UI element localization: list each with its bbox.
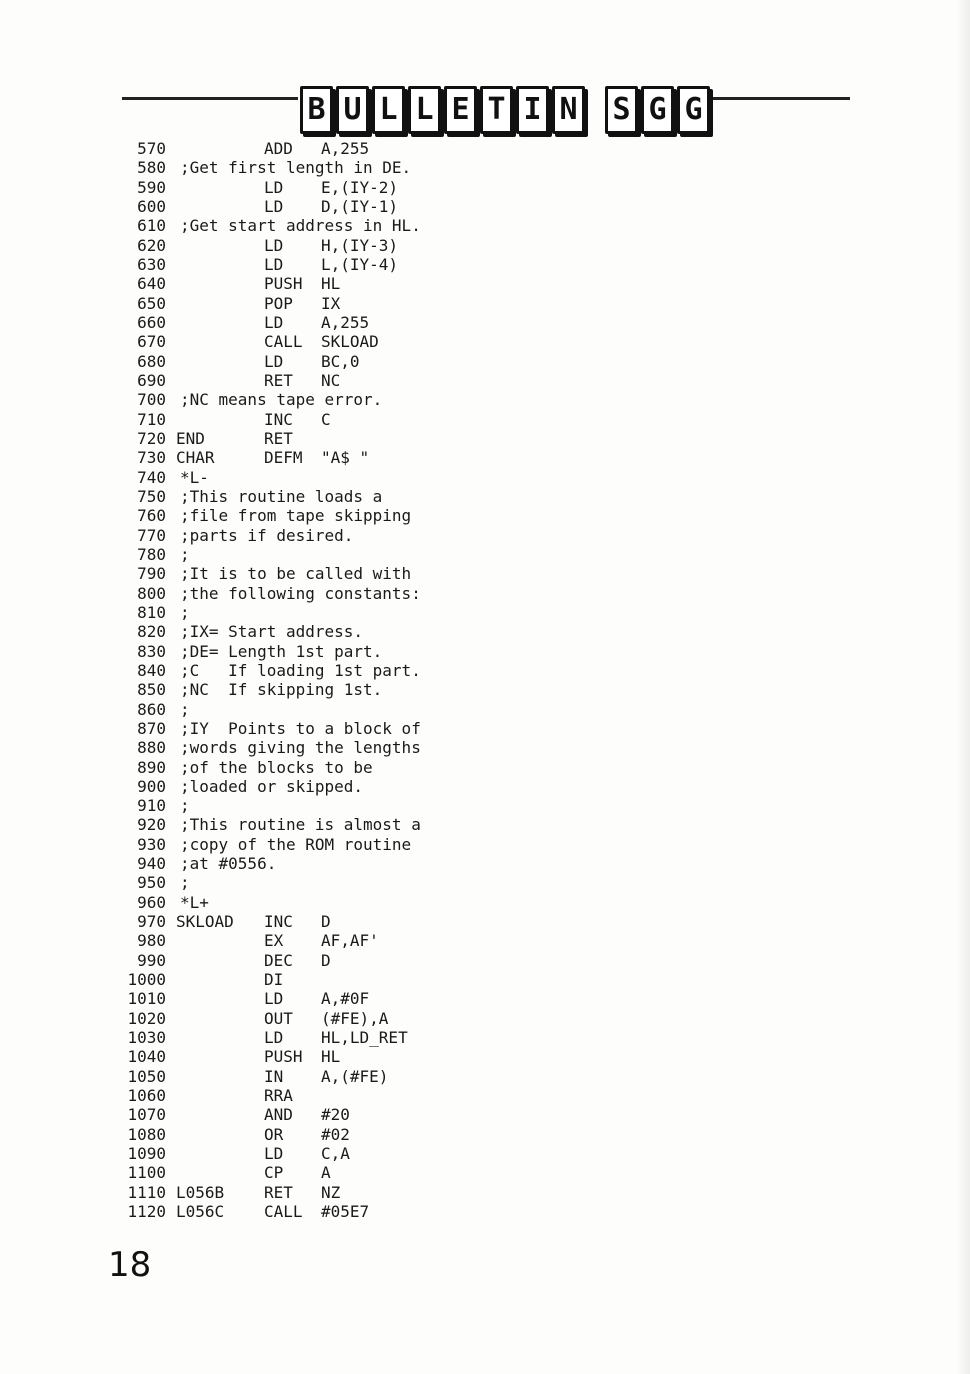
code-line [110,197,490,216]
code-line [110,603,490,622]
line-number: 780 [137,544,166,564]
code-label: L056B [176,1182,225,1202]
code-line [110,255,490,274]
code-line [110,1047,490,1066]
code-label: CHAR [176,448,215,468]
code-operand: HL,LD_RET [321,1028,408,1048]
code-opcode: EX [264,931,284,951]
code-comment: ;NC If skipping 1st. [180,680,383,700]
code-comment: ;of the blocks to be [180,757,373,777]
line-number: 1050 [127,1066,166,1086]
code-line [110,371,490,390]
code-line [110,410,490,429]
code-operand: HL [321,274,341,294]
code-opcode: INC [264,912,293,932]
line-number: 890 [137,757,166,777]
code-line [110,352,490,371]
code-opcode: DEFM [264,448,303,468]
code-line [110,468,490,487]
code-line [110,1067,490,1086]
code-line [110,526,490,545]
code-line [110,777,490,796]
code-line [110,390,490,409]
code-line [110,719,490,738]
code-line [110,989,490,1008]
code-opcode: LD [264,1144,284,1164]
code-comment: ; [180,873,190,893]
line-number: 570 [137,139,166,158]
masthead-letter: B [300,86,333,134]
code-line [110,1202,490,1221]
masthead-letter: E [444,86,477,134]
masthead-letter: L [372,86,405,134]
line-number: 740 [137,467,166,487]
code-operand: A,255 [321,312,370,332]
line-number: 840 [137,660,166,680]
code-comment: ;file from tape skipping [180,506,412,526]
line-number: 1010 [127,989,166,1009]
code-opcode: LD [264,196,284,216]
line-number: 950 [137,873,166,893]
code-opcode: LD [264,989,284,1009]
line-number: 1120 [127,1202,166,1222]
code-line [110,642,490,661]
code-operand: #20 [321,1105,350,1125]
code-operand: NZ [321,1182,341,1202]
code-line [110,661,490,680]
code-comment: ;Get start address in HL. [180,216,421,236]
code-line [110,506,490,525]
code-operand: C,A [321,1144,350,1164]
line-number: 1070 [127,1105,166,1125]
code-operand: IX [321,293,341,313]
code-label: SKLOAD [176,912,234,932]
code-operand: D,(IY-1) [321,196,399,216]
code-comment: ;at #0556. [180,854,277,874]
code-line [110,931,490,950]
code-comment: ;C If loading 1st part. [180,660,421,680]
line-number: 630 [137,254,166,274]
line-number: 910 [137,796,166,816]
line-number: 770 [137,525,166,545]
line-number: 580 [137,158,166,178]
line-number: 870 [137,718,166,738]
code-comment: ;words giving the lengths [180,738,421,758]
masthead-letter: G [641,86,674,134]
code-line [110,178,490,197]
code-line [110,970,490,989]
line-number: 900 [137,776,166,796]
code-line [110,835,490,854]
code-line [110,274,490,293]
line-number: 790 [137,564,166,584]
line-number: 940 [137,854,166,874]
code-line [110,487,490,506]
code-operand: L,(IY-4) [321,254,399,274]
code-comment: ; [180,796,190,816]
line-number: 660 [137,312,166,332]
code-opcode: LD [264,312,284,332]
line-number: 640 [137,274,166,294]
code-comment: *L+ [180,892,209,912]
code-line [110,951,490,970]
line-number: 990 [137,950,166,970]
line-number: 860 [137,699,166,719]
line-number: 1090 [127,1144,166,1164]
code-operand: NC [321,370,341,390]
code-line [110,893,490,912]
masthead-letter: T [480,86,513,134]
code-label: L056C [176,1202,225,1222]
code-comment: ;IY Points to a block of [180,718,421,738]
code-operand: A,(#FE) [321,1066,389,1086]
code-operand: #02 [321,1124,350,1144]
code-opcode: IN [264,1066,284,1086]
code-operand: D [321,950,331,970]
code-opcode: CP [264,1163,284,1183]
masthead-letter: L [408,86,441,134]
code-line [110,796,490,815]
code-line [110,1144,490,1163]
code-operand: AF,AF' [321,931,379,951]
assembly-listing [110,139,490,1221]
code-opcode: AND [264,1105,293,1125]
code-opcode: PUSH [264,1047,303,1067]
code-line [110,1105,490,1124]
code-comment: ; [180,699,190,719]
code-comment: ; [180,544,190,564]
line-number: 730 [137,448,166,468]
code-operand: H,(IY-3) [321,235,399,255]
code-line [110,912,490,931]
code-operand: "A$ " [321,448,370,468]
code-opcode: DEC [264,950,293,970]
line-number: 1020 [127,1008,166,1028]
line-number: 610 [137,216,166,236]
line-number: 800 [137,583,166,603]
line-number: 880 [137,738,166,758]
masthead-letter: G [677,86,710,134]
line-number: 820 [137,622,166,642]
line-number: 1040 [127,1047,166,1067]
code-line [110,680,490,699]
line-number: 620 [137,235,166,255]
line-number: 810 [137,602,166,622]
line-number: 670 [137,332,166,352]
line-number: 930 [137,834,166,854]
code-opcode: PUSH [264,274,303,294]
line-number: 1080 [127,1124,166,1144]
line-number: 680 [137,351,166,371]
code-line [110,815,490,834]
code-line [110,139,490,158]
code-line [110,158,490,177]
code-line [110,545,490,564]
code-line [110,429,490,448]
code-line [110,622,490,641]
bleed-through-background [480,150,840,1230]
code-opcode: DI [264,970,284,990]
code-line [110,313,490,332]
code-opcode: OUT [264,1008,293,1028]
code-line [110,1086,490,1105]
code-opcode: LD [264,254,284,274]
line-number: 700 [137,390,166,410]
code-comment: ;DE= Length 1st part. [180,641,383,661]
line-number: 1110 [127,1182,166,1202]
masthead-letter: N [552,86,585,134]
line-number: 1030 [127,1028,166,1048]
code-operand: C [321,409,331,429]
masthead-logo [298,86,712,136]
code-opcode: CALL [264,1202,303,1222]
code-operand: BC,0 [321,351,360,371]
code-comment: *L- [180,467,209,487]
code-operand: (#FE),A [321,1008,389,1028]
code-operand: #05E7 [321,1202,370,1222]
code-line [110,216,490,235]
code-line [110,294,490,313]
masthead-letter: S [605,86,638,134]
code-opcode: LD [264,235,284,255]
page-edge-shadow [956,0,970,1374]
code-line [110,448,490,467]
code-line [110,738,490,757]
code-line [110,1028,490,1047]
line-number: 1060 [127,1086,166,1106]
code-opcode: LD [264,351,284,371]
line-number: 830 [137,641,166,661]
line-number: 1100 [127,1163,166,1183]
line-number: 590 [137,177,166,197]
code-comment: ;Get first length in DE. [180,158,412,178]
line-number: 980 [137,931,166,951]
line-number: 920 [137,815,166,835]
masthead-gap [588,86,602,136]
code-line [110,854,490,873]
code-comment: ;This routine loads a [180,486,383,506]
code-opcode: RET [264,1182,293,1202]
code-comment: ;the following constants: [180,583,421,603]
code-opcode: RET [264,370,293,390]
code-opcode: CALL [264,332,303,352]
line-number: 960 [137,892,166,912]
line-number: 850 [137,680,166,700]
code-line [110,332,490,351]
code-opcode: ADD [264,139,293,158]
line-number: 710 [137,409,166,429]
code-line [110,1009,490,1028]
code-label: END [176,428,205,448]
code-line [110,873,490,892]
line-number: 650 [137,293,166,313]
code-comment: ;NC means tape error. [180,390,383,410]
code-line [110,1163,490,1182]
code-opcode: INC [264,409,293,429]
code-comment: ;loaded or skipped. [180,776,364,796]
code-opcode: RET [264,428,293,448]
code-comment: ;This routine is almost a [180,815,421,835]
line-number: 1000 [127,970,166,990]
code-comment: ;parts if desired. [180,525,354,545]
code-line [110,1183,490,1202]
line-number: 970 [137,912,166,932]
code-line [110,700,490,719]
code-comment: ;copy of the ROM routine [180,834,412,854]
code-opcode: LD [264,177,284,197]
code-opcode: LD [264,1028,284,1048]
code-opcode: OR [264,1124,284,1144]
code-comment: ;It is to be called with [180,564,412,584]
line-number: 760 [137,506,166,526]
code-comment: ; [180,602,190,622]
code-opcode: POP [264,293,293,313]
code-line [110,584,490,603]
code-line [110,564,490,583]
code-comment: ;IX= Start address. [180,622,364,642]
code-operand: SKLOAD [321,332,379,352]
code-operand: A [321,1163,331,1183]
masthead-letter: I [516,86,549,134]
code-operand: A,255 [321,139,370,158]
line-number: 720 [137,428,166,448]
code-opcode: RRA [264,1086,293,1106]
line-number: 690 [137,370,166,390]
code-line [110,758,490,777]
line-number: 600 [137,196,166,216]
code-line [110,236,490,255]
code-operand: A,#0F [321,989,370,1009]
masthead-letter: U [336,86,369,134]
code-line [110,1125,490,1144]
code-operand: D [321,912,331,932]
code-operand: HL [321,1047,341,1067]
line-number: 750 [137,486,166,506]
page-number: 18 [108,1245,152,1285]
code-operand: E,(IY-2) [321,177,399,197]
